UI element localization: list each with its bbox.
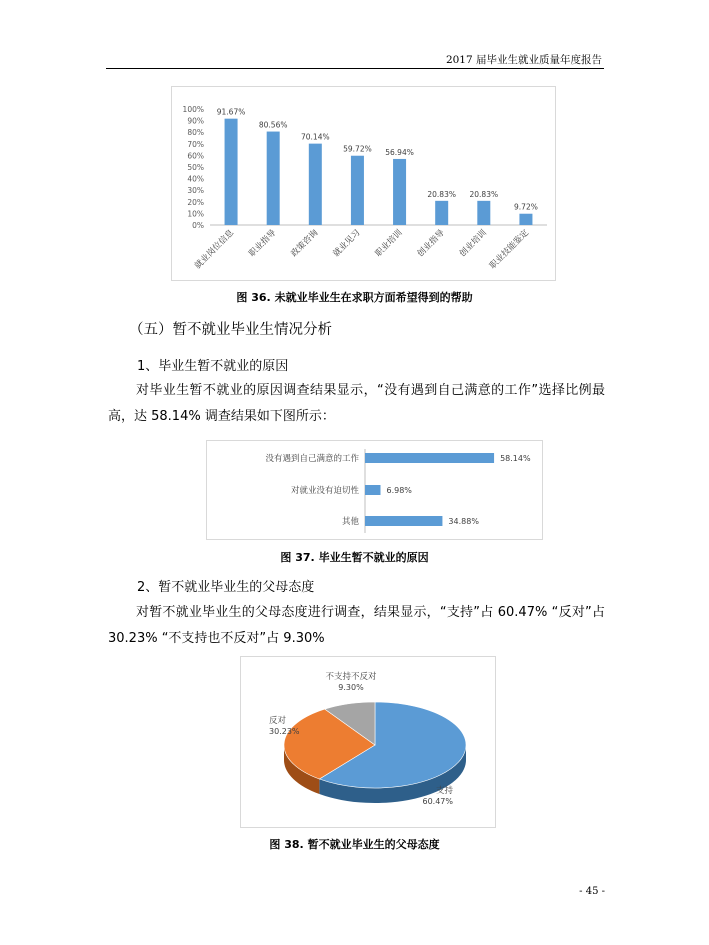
bar-value-label: 6.98% <box>386 486 412 495</box>
bar-value-label: 70.14% <box>301 132 330 142</box>
bar <box>225 119 238 225</box>
pie-value-label: 60.47% <box>422 797 453 806</box>
bar-value-label: 20.83% <box>427 189 456 199</box>
bar <box>435 201 448 225</box>
paragraph-1: 对毕业生暂不就业的原因调查结果显示，“没有遇到自己满意的工作”选择比例最高，达 58.14% 调查结果如下图所示： <box>108 383 605 424</box>
pie-label: 不支持不反对 <box>325 672 377 682</box>
bar <box>309 144 322 225</box>
fig37-chart <box>206 440 543 540</box>
bar-value-label: 91.67% <box>216 107 246 117</box>
bar-value-label: 56.94% <box>385 147 414 157</box>
bar-value-label: 34.88% <box>448 517 479 526</box>
bar-value-label: 9.72% <box>514 202 538 212</box>
category-label: 其他 <box>341 517 359 527</box>
x-tick-label: 创业指导 <box>415 228 447 260</box>
y-tick-label: 80% <box>187 128 204 138</box>
y-tick-label: 30% <box>187 186 204 196</box>
pie-label: 支持 <box>435 786 453 796</box>
bar-value-label: 80.56% <box>258 120 288 130</box>
fig36-chart-svg <box>172 87 555 280</box>
category-label: 没有遇到自己满意的工作 <box>265 454 359 464</box>
y-tick-label: 90% <box>187 116 204 126</box>
bar-value-label: 58.14% <box>500 454 531 463</box>
category-label: 对就业没有迫切性 <box>290 486 359 496</box>
x-tick-label: 职业指导 <box>247 228 279 260</box>
x-tick-label: 创业培训 <box>457 228 489 260</box>
bar-value-label: 59.72% <box>343 144 372 154</box>
y-tick-label: 70% <box>187 139 204 149</box>
bar <box>365 453 494 463</box>
bar <box>267 132 280 225</box>
page-number: - 45 - <box>579 886 605 897</box>
page-header <box>106 50 604 69</box>
x-tick-label: 就业岗位信息 <box>193 228 237 272</box>
pie-label: 反对 <box>269 716 287 726</box>
bar <box>393 159 406 225</box>
bar <box>365 516 442 526</box>
x-tick-label: 政策咨询 <box>289 228 321 260</box>
subheading-2: 2、暂不就业毕业生的父母态度 <box>137 580 315 595</box>
y-tick-label: 0% <box>192 221 204 230</box>
bar-value-label: 20.83% <box>469 189 499 199</box>
y-tick-label: 100% <box>182 105 204 114</box>
y-tick-label: 50% <box>187 163 204 172</box>
subheading-1: 1、毕业生暂不就业的原因 <box>137 359 289 374</box>
fig36-caption: 图 36. 未就业毕业生在求职方面希望得到的帮助 <box>236 291 473 304</box>
y-tick-label: 40% <box>187 174 204 184</box>
paragraph-2: 对暂不就业毕业生的父母态度进行调查，结果显示，“支持”占 60.47% “反对”占 30.23% “不支持也不反对”占 9.30% <box>108 605 605 646</box>
x-tick-label: 职业技能鉴定 <box>487 228 532 272</box>
bar <box>365 485 380 495</box>
x-tick-label: 就业见习 <box>331 228 363 260</box>
pie-value-label: 9.30% <box>338 683 364 692</box>
pie-value-label: 30.23% <box>269 727 300 736</box>
y-tick-label: 10% <box>187 209 204 219</box>
section-title: （五）暂不就业毕业生情况分析 <box>129 322 332 338</box>
bar <box>477 201 490 225</box>
fig37-caption: 图 37. 毕业生暂不就业的原因 <box>280 551 429 564</box>
x-tick-label: 职业培训 <box>373 228 405 260</box>
fig38-chart <box>240 656 496 828</box>
y-tick-label: 60% <box>187 151 204 161</box>
header-title: 2017 届毕业生就业质量年度报告 <box>445 54 602 66</box>
bar <box>519 214 532 225</box>
fig38-chart-svg <box>241 657 495 827</box>
fig38-caption: 图 38. 暂不就业毕业生的父母态度 <box>269 838 440 851</box>
bar <box>351 156 364 225</box>
fig37-chart-svg <box>207 441 542 539</box>
fig36-chart <box>171 86 556 281</box>
y-tick-label: 20% <box>187 197 204 207</box>
